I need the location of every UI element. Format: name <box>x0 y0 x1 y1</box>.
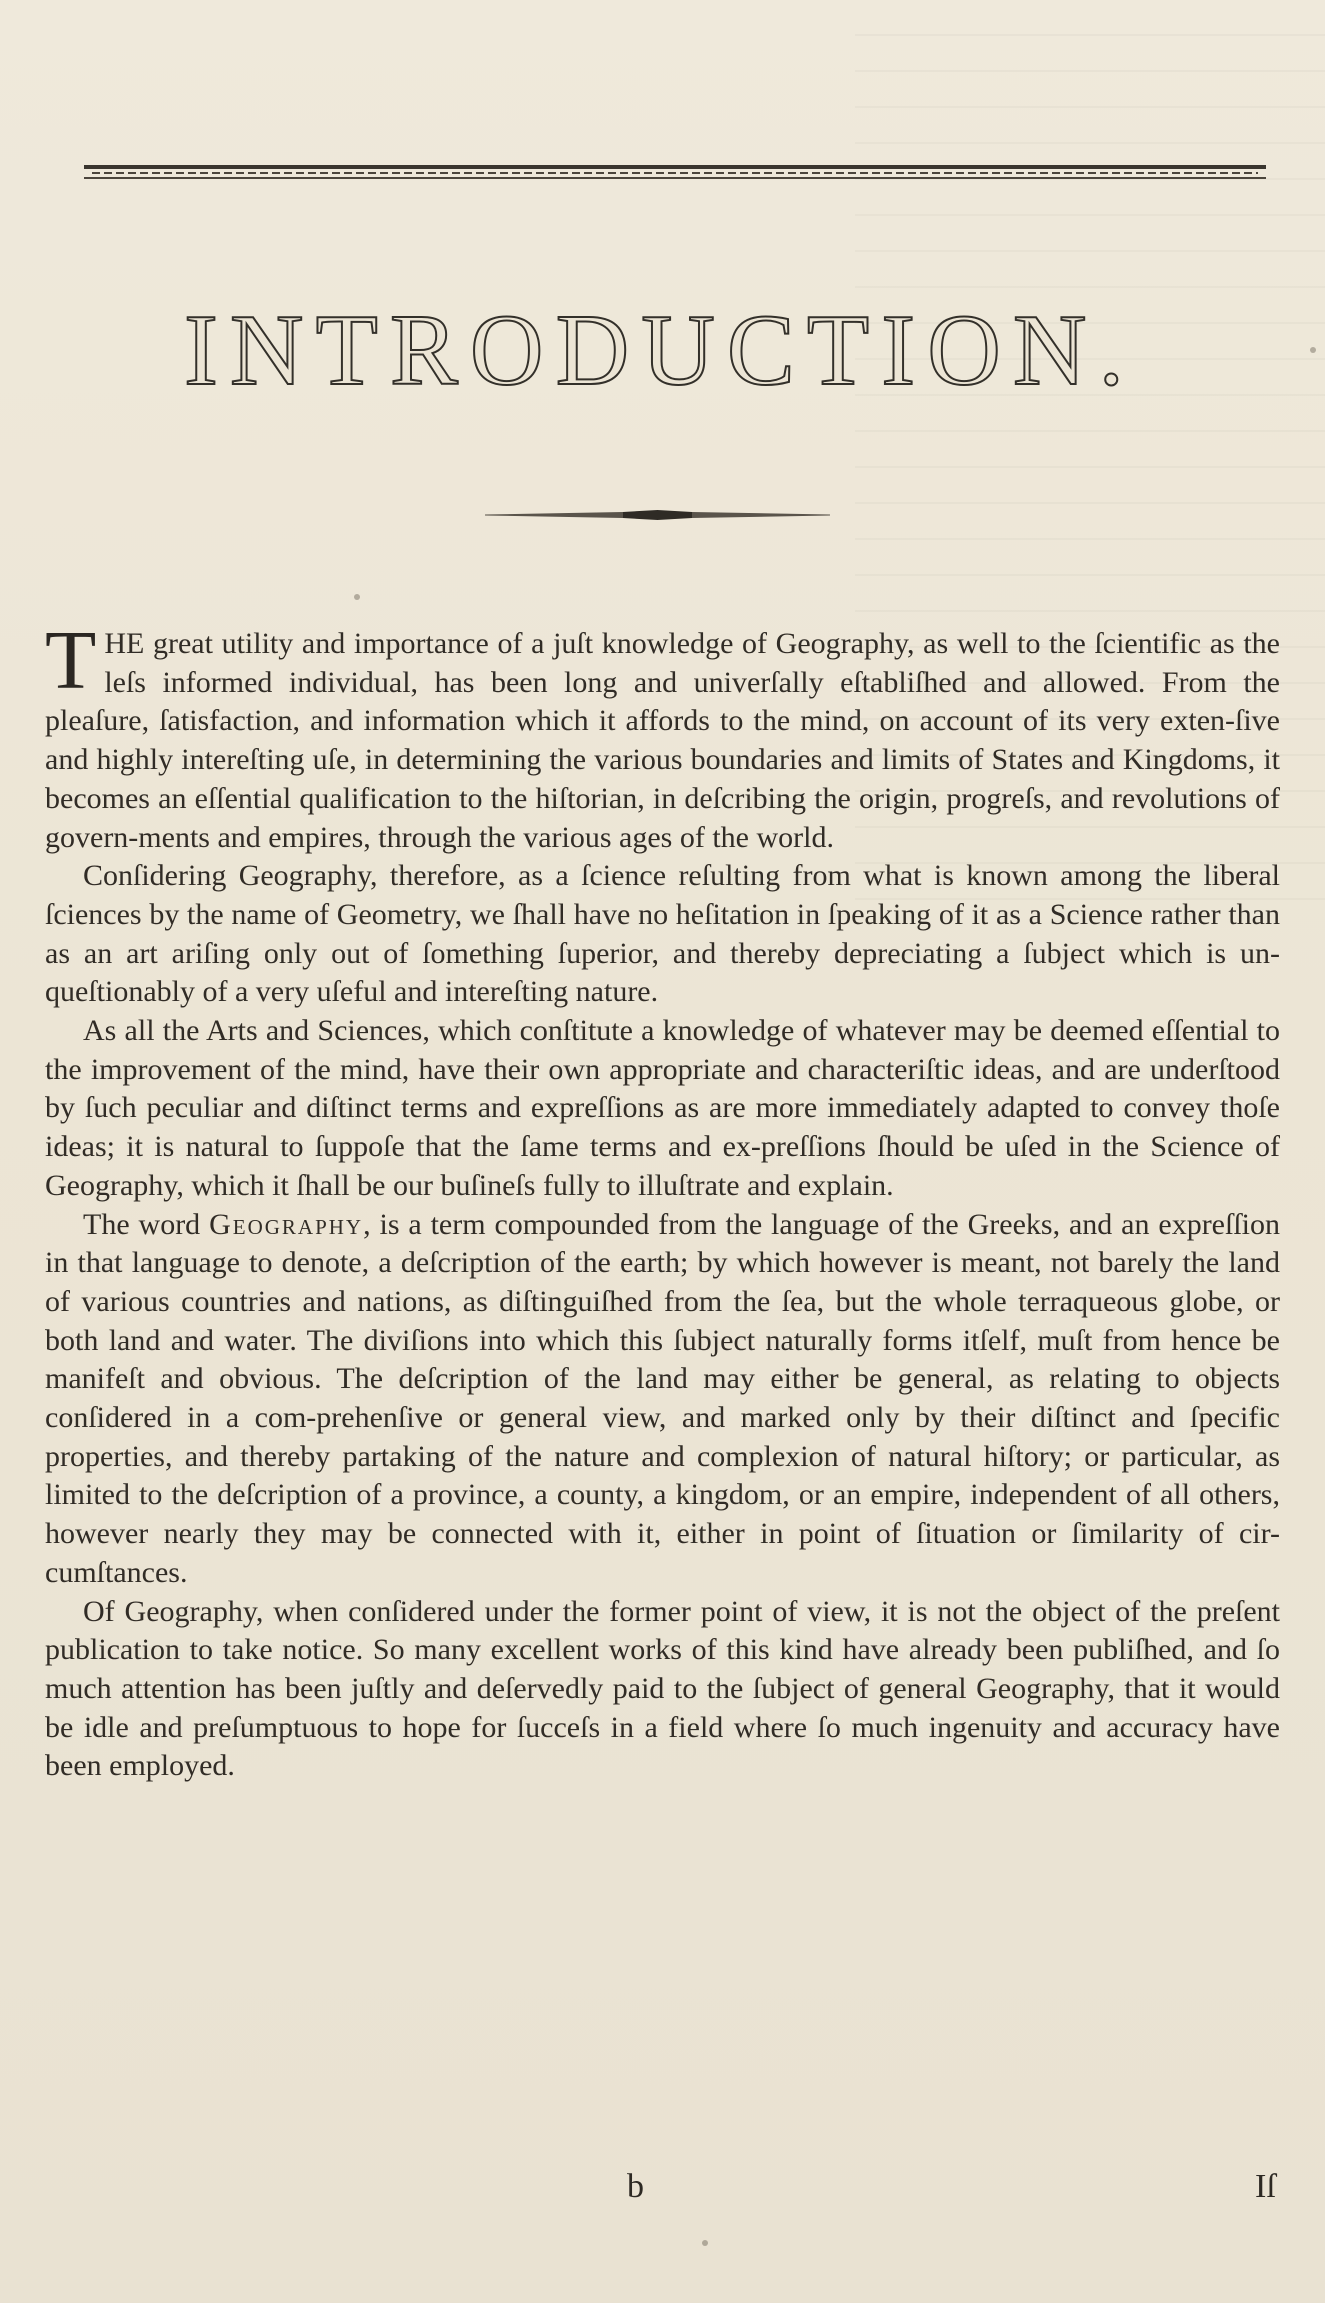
top-ornamental-rule <box>84 165 1266 183</box>
paper-spot <box>1310 347 1316 353</box>
paragraph-2: Conſidering Geography, therefore, as a ſcience reſulting from what is known among the liberal ſciences by the name of Geometry, we ſhall have no heſitation in ſpeaking of it as a Science rather than as an art ariſing only out of ſomething ſuperior, and thereby depreciating a ſubject which is un-queſtionably of a very uſeful and intereſting nature. <box>45 859 1280 1009</box>
introduction-body <box>45 614 1281 1786</box>
paper-spot <box>354 594 360 600</box>
title-ornament <box>485 510 830 520</box>
paragraph-4 <box>45 1206 1280 1593</box>
paragraph-4-rest: , is a term compounded from the language of the Greeks, and an expreſſion in that language to denote, a deſcription of the earth; by which however is meant, not barely the land of various countries and nations, as diſtinguiſhed from the ſea, but the whole terraqueous globe, or both land and water. The diviſions into which this ſubject naturally forms itſelf, muſt from hence be manifeſt and obvious. The deſcription of the land may either be general, as relating to objects conſidered in a com-prehenſive or general view, and marked only by their diſtinct and ſpecific properties, and thereby partaking of the nature and complexion of natural hiſtory; or particular, as limited to the deſcription of a province, a county, a kingdom, or an empire, independent of all others, however nearly they may be connected with it, either in point of ſituation or ſimilarity of cir-cumſtances. <box>45 1207 1281 1589</box>
top-rule-line-2 <box>92 172 1258 174</box>
paper-spot <box>702 2240 708 2246</box>
signature-mark: b <box>627 2168 644 2205</box>
top-rule-line-3 <box>84 177 1266 179</box>
paragraph-4-smallcaps: Geography <box>209 1207 364 1241</box>
dropcap: T <box>45 614 97 707</box>
catchword: Iſ <box>1255 2168 1276 2205</box>
paragraph-1 <box>45 614 1280 857</box>
paragraph-3: As all the Arts and Sciences, which conſtitute a knowledge of whatever may be deemed eſſential to the improvement of the mind, have their own appropriate and characteriſtic ideas, and are underſtood by ſuch peculiar and diſtinct terms and expreſſions as are more immediately adapted to convey thoſe ideas; it is natural to ſuppoſe that the ſame terms and ex-preſſions ſhould be uſed in the Science of Geography, which it ſhall be our buſineſs fully to illuſtrate and explain. <box>45 1014 1280 1202</box>
page-footer <box>0 2168 1325 2208</box>
paragraph-5: Of Geography, when conſidered under the former point of view, it is not the object of the preſent publication to take notice. So many excellent works of this kind have already been publiſhed, and ſo much attention has been juſtly and deſervedly paid to the ſubject of general Geography, that it would be idle and preſumptuous to hope for ſucceſs in a field where ſo much ingenuity and accuracy have been employed. <box>45 1594 1280 1783</box>
page-title: INTRODUCTION. <box>183 294 1137 407</box>
paragraph-4-prefix: The word <box>83 1207 210 1241</box>
top-rule-line-1 <box>84 165 1266 169</box>
paragraph-1-text: HE great utility and importance of a juſt knowledge of Geography, as well to the ſcientific as the leſs informed individual, has been long and univerſally eſtabliſhed and allowed. From the pleaſure, ſatisfaction, and information which it affords to the mind, on account of its very exten-ſive and highly intereſting uſe, in determining the various boundaries and limits of States and Kingdoms, it becomes an eſſential qualification to the hiſtorian, in deſcribing the origin, progreſs, and revolutions of govern-ments and empires, through the various ages of the world. <box>45 627 1280 854</box>
